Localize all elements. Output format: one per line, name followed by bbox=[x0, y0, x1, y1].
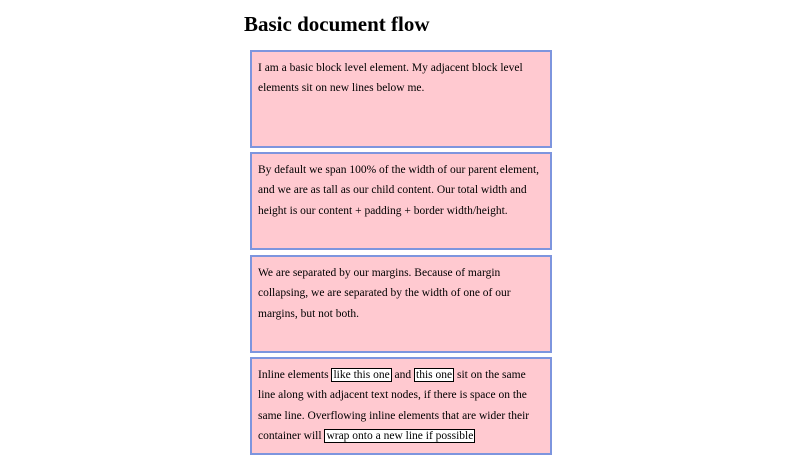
inline-span-1: like this one bbox=[333, 369, 390, 381]
inline-span-2: this one bbox=[416, 369, 453, 381]
block-paragraph-4 bbox=[250, 357, 552, 455]
text-part-2: and bbox=[391, 369, 415, 381]
block-paragraph-2: By default we span 100% of the width of our parent element, and we are as tall as our child content. Our total width and height is our content + padding + border width/height. bbox=[250, 152, 552, 250]
inline-span-3: wrap onto a new line if possible bbox=[326, 430, 474, 443]
text-part-1: Inline elements bbox=[258, 369, 332, 381]
text-part-3: sit on the same line along with adjacent text nodes, if there is space on the same line. Overflowing inline elements that are wider their container will bbox=[258, 369, 530, 443]
page-title: Basic document flow bbox=[244, 12, 430, 36]
block-paragraph-3: We are separated by our margins. Because of margin collapsing, we are separated by the width of one of our margins, but not both. bbox=[250, 255, 552, 353]
block-paragraph-1: I am a basic block level element. My adjacent block level elements sit on new lines below me. bbox=[250, 50, 552, 148]
